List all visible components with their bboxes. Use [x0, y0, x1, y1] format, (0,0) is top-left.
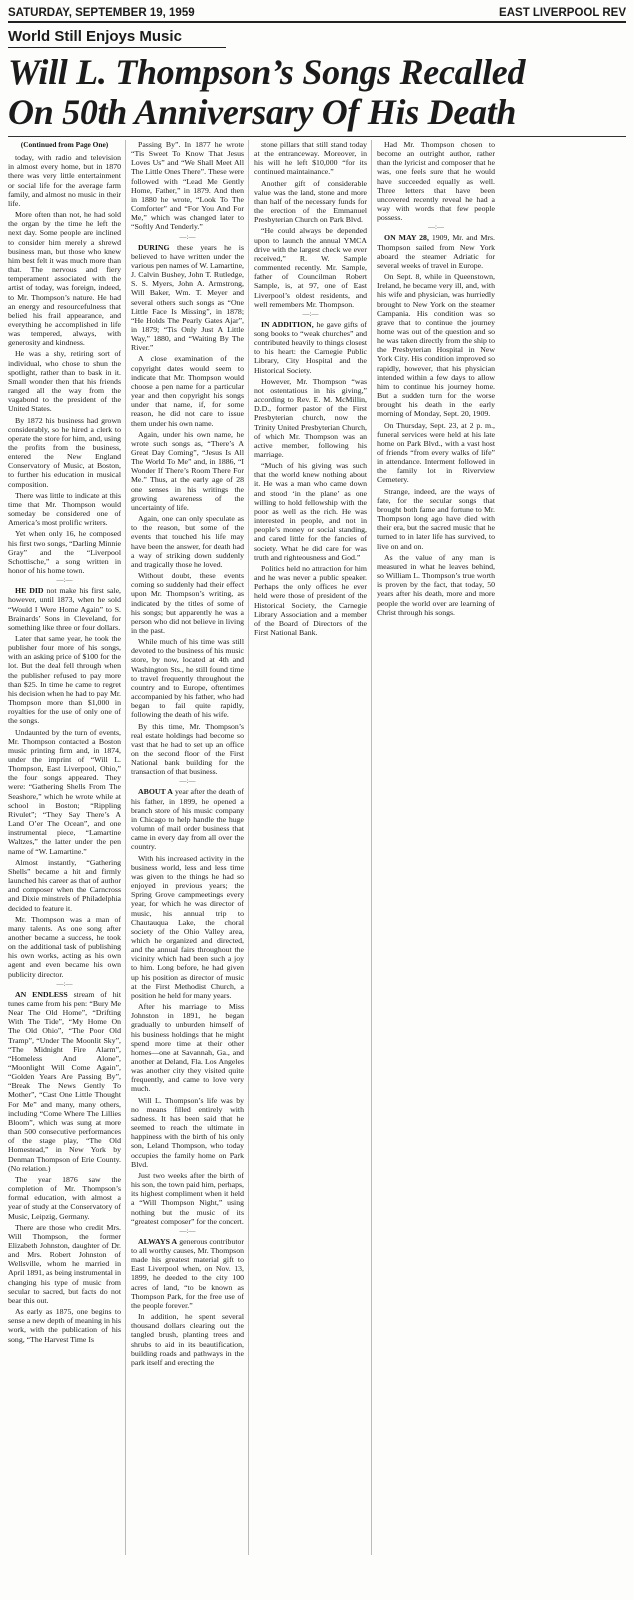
article-paragraph [8, 153, 121, 208]
paragraph-text: he gave gifts of song books to “weak churches” and contributed heavily to things closest to his heart: the Carnegie Public Library, City Hospital and the Historical Society. [254, 319, 367, 375]
paragraph-text: By this time, Mr. Thompson’s real estate holdings had become so vast that he had to set up an office on the second floor of the First National bank building for the transaction of that business. [131, 721, 244, 777]
headline-rule [8, 136, 626, 137]
paragraph-text: By 1872 his business had grown considerably, so he hired a clerk to operate the store for him, and, using the profits from the business, entered the New England Conservatory of Music, at Boston, to further his education in musical composition. [8, 415, 121, 489]
article-paragraph [254, 564, 367, 637]
paragraph-text: Yet when only 16, he composed his first two songs, “Darling Minnie Gray” and the “Liverpool Schottische,” a song written in honor of his home town. [8, 529, 121, 576]
article-paragraph [8, 349, 121, 413]
paragraph-text: However, Mr. Thompson “was not ostentatious in his giving,” according to Rev. E. M. McMillin, D.D., former pastor of the First Presbyterian church, now the Trinity United Presbyterian Church, of which Mr. Thompson was an active member, following his marriage. [254, 376, 367, 459]
paragraph-text: Almost instantly, “Gathering Shells” became a hit and firmly launched his career as that of author and composer when the Carncross and Dixie minstrels of Philadelphia decided to feature it. [8, 857, 121, 913]
paragraph-text: Just two weeks after the birth of his son, the town paid him, perhaps, its highest compliment when it held a “Will Thompson Night,” using nothing but the music of its “greatest composer” for the concert. [131, 1170, 244, 1226]
paragraph-text: Later that same year, he took the publisher four more of his songs, with an asking price of $100 for the lot. But the deal fell through when the publisher refused to pay more than $25. In time he came to regret his decision when he had to pay Mr. Thompson more than $1,000 in royalties for the use of only one of the songs. [8, 633, 121, 726]
section-separator: —:— [56, 979, 73, 988]
article-paragraph [254, 377, 367, 459]
paper-name: EAST LIVERPOOL REV [499, 7, 626, 19]
paragraph-lead-in: ON MAY 28, [384, 233, 429, 243]
paragraph-text: Again, one can only speculate as to the reason, but some of the events that touched his life may have been the answer, for death had a way of striking down suddenly and tragically those he loved. [131, 514, 244, 569]
paragraph-lead-in: HE DID [15, 586, 44, 596]
paragraph-text: (Continued from Page One) [20, 140, 109, 149]
article-paragraph [131, 787, 244, 851]
article-paragraph [131, 1171, 244, 1226]
issue-date: SATURDAY, SEPTEMBER 19, 1959 [8, 7, 195, 19]
paragraph-lead-in: DURING [138, 242, 170, 252]
paragraph-text: After his marriage to Miss Johnston in 1891, he began gradually to unburden himself of his business holdings that he might spend more time at their other homes—one at Savannah, Ga., and another at Deland, Fla. Los Angeles was another city they visited quite frequently, and came to love very much. [131, 1002, 244, 1094]
paragraph-text: generous contributor to all worthy causes, Mr. Thompson made his greatest material gift to East Liverpool when, on Nov. 13, 1899, he deeded to the city 100 acres of land, “to be known as Thompson Park, for the free use of the people forever.” [131, 1236, 244, 1310]
article-paragraph [8, 586, 121, 632]
article-paragraph [254, 179, 367, 225]
paragraph-text: As early as 1875, one begins to sense a new depth of meaning in his work, with the publication of his song, “The Harvest Time Is [8, 1307, 121, 1344]
article-paragraph [8, 915, 121, 979]
paragraph-text: stone pillars that still stand today at the entranceway. Moreover, in his will he left $10,000 “for its continued maintainance.” [254, 140, 367, 177]
headline-line-1: Will L. Thompson’s Songs Recalled [8, 52, 526, 92]
paragraph-text: stream of hit tunes came from his pen: “Bury Me Near The Old Home”, “Drifting With The Tide”, “My Home On The Old Ohio”, “The Poor Old Tramp”, “Under The Moonlit Sky”, “The Midnight Fire Alarm”, “Homeless And Alone”, “Moonlight Will Come Again”, “Golden Years Are Passing By”, “Break The News Gently To Mother”, “Cast One Little Thought For Me” and many, many others, including “Come Where The Lillies Bloom”, which was sung at more than 500 consecutive performances of the stage play, “The Old Homestead,” in New York by Denman Thompson of Erie County. (No relation.) [8, 989, 121, 1173]
article-paragraph [254, 320, 367, 375]
paragraph-text: A close examination of the copyright dates would seem to indicate that Mr. Thompson would choose a pen name for a particular year and then copyright his songs under that name, if, for some reason, he did not care to issue them under his own name. [131, 354, 244, 428]
paragraph-text: There are those who credit Mrs. Will Thompson, the former Elizabeth Johnston, daughter of Dr. and Mrs. Robert Johnston of Wellsville, whom he married in April 1891, as being instrumental in changing his type of music from secular to sacred, but facts do not bear this out. [8, 1222, 121, 1305]
paragraph-text: He was a shy, retiring sort of individual, who chose to shun the spotlight, rather than to bask in it. Small wonder then that his friends ranged all the way from the vagabond to the president of the United States. [8, 349, 121, 414]
paragraph-text: “He could always be depended upon to launch the annual YMCA drive with the largest check we ever received,” R. W. Sample commented recently. Mr. Sample, father of Councilman Robert Sample, is, at 97, one of East Liverpool’s oldest residents, and well remembers Mr. Thompson. [254, 226, 367, 309]
section-separator: —:— [56, 576, 73, 585]
dateline [8, 4, 626, 23]
kicker-headline: World Still Enjoys Music [8, 28, 226, 48]
paragraph-text: Passing By”. In 1877 he wrote “Tis Sweet To Know That Jesus Loves Us” and “We Shall Meet All The Little Ones There”. These were followed with “Lead Me Gently Home, Father,” in 1879. And then in 1880 he wrote, “Look To The Comforter” and “For You And For Me,” which was changed later to “Softly And Tenderly.” [131, 140, 244, 232]
article-paragraph [131, 1096, 244, 1169]
paragraph-text: Without doubt, these events coming so suddenly had their effect upon Mr. Thompson’s writing, as indicated by the titles of some of his songs; but apparently he was a person who did not believe in living in the past. [131, 571, 244, 635]
paragraph-text: Undaunted by the turn of events, Mr. Thompson contacted a Boston music printing firm and, in 1874, under the imprint of “Will L. Thompson, East Liverpool, Ohio,” the four songs appeared. They were: “Gathering Shells From The Seashore,” which he wrote while at school in Boston; “Rippling Rivulet”; “They Say There’s A Land O’er The Ocean”, and one instrumental piece, “Lamartine Waltzes,” the latter under the pen name of “W. Lamartine.” [8, 727, 121, 856]
article-paragraph [8, 728, 121, 856]
paragraph-text: year after the death of his father, in 1899, he opened a branch store of his music company in Chicago to help handle the huge volumn of mail order business that came in every day from all over the country. [131, 787, 244, 852]
paragraph-text: With his increased activity in the business world, less and less time was given to the things he had so enjoyed in previous years; the Spring Grove campmeetings every year, for which he was director of music, his annual trip to Chautauqua Lake, the choral society of the Ohio Valley area, which he organized and directed, and the annual fairs throughout the vicinity which had been such a joy to him. Long before, he had given up his position as director of music at the First Methodist Church, a position he held for many years. [131, 853, 244, 1000]
article-paragraph [131, 854, 244, 1001]
article-paragraph [8, 1223, 121, 1305]
article-paragraph [131, 430, 244, 512]
article-paragraph [131, 637, 244, 719]
article-paragraph [8, 529, 121, 575]
paragraph-text: these years he is believed to have written under the various pen names of W. Lamartine, J. Calvin Bushey, John T. Rutledge, S. S. Myers, John A. Armstrong, Will Baker, Wm. T. Meyer and several others such songs as “One Little Face Is Missing”, in 1878; “He Holds The Pearly Gates Ajar”, in 1879; “Tis Only Just A Little Way,” 1880, and “Waiting By The River.” [131, 242, 244, 353]
article-paragraph [8, 210, 121, 347]
paragraph-text: Politics held no attraction for him and he was never a public speaker. Perhaps the only offices he ever held were those of president of the Historical Society, the Carnegie Library Association and a member of the Board of Directors of the First National Bank. [254, 563, 367, 637]
section-separator: —:— [302, 309, 319, 318]
article-paragraph [8, 990, 121, 1173]
article-paragraph [131, 1002, 244, 1094]
paragraph-text: 1909, Mr. and Mrs. Thompson sailed from New York aboard the steamer Adriatic for several weeks of travel in Europe. [377, 233, 495, 270]
paragraph-text: There was little to indicate at this time that Mr. Thompson would someday be considered one of America’s most prolific writers. [8, 490, 121, 528]
paragraph-text: On Sept. 8, while in Queenstown, Ireland, he became very ill, and, with his wife and physician, was hurriedly brought to New York on the steamer Campania. His condition was so grave that to continue the journey home was out of the question and so he was taken directly from the ship to the Presbyterian Hospital in New York City. His condition improved so rapidly, however, that his physician intended within a few days to allow him to continue his journey home. But a sudden turn for the worse brought his death in the early morning of Monday, Sept. 20, 1909. [377, 272, 495, 419]
paragraph-text: Strange, indeed, are the ways of fate, for the secular songs that brought both fame and fortune to Mr. Thompson long ago have died with their era, but the sacred music that he turned to in later life has survived, to live on and on. [377, 486, 495, 551]
article-paragraph [131, 1312, 244, 1367]
section-separator: —:— [428, 223, 444, 232]
article-columns [8, 140, 626, 1555]
article-paragraph [8, 416, 121, 489]
paragraph-text: today, with radio and television in almost every home, but in 1870 there was very little entertainment or social life for the average farm family, and almost no music in their life. [8, 153, 121, 208]
column-4 [377, 140, 495, 1555]
article-paragraph [377, 553, 495, 617]
article-paragraph [8, 634, 121, 726]
article-paragraph [377, 272, 495, 419]
article-paragraph [131, 243, 244, 353]
article-paragraph [131, 514, 244, 569]
main-headline [8, 52, 626, 132]
paragraph-lead-in: AN ENDLESS [15, 989, 68, 999]
article-paragraph [8, 1307, 121, 1344]
article-paragraph [377, 487, 495, 551]
article-paragraph [377, 421, 495, 485]
article-paragraph [254, 140, 367, 177]
article-paragraph [377, 140, 495, 222]
paragraph-text: While much of his time was still devoted to the business of his music store, by now, located at 4th and Washington Sts., he still found time to travel frequently throughout the country and to Europe, oftentimes accompanied by his father, who had began to fail quite rapidly, following the death of his wife. [131, 637, 244, 720]
paragraph-text: Will L. Thompson’s life was by no means filled entirely with sadness. It has been said that he seemed to reach the ultimate in happiness with the birth of his only son, Leland Thompson, who today occupies the family home on Park Blvd. [131, 1095, 244, 1169]
article-paragraph [8, 858, 121, 913]
paragraph-lead-in: ABOUT A [138, 787, 173, 797]
continuation-note [8, 140, 121, 149]
paragraph-text: “Much of his giving was such that the world knew nothing about it. He was a man who came down and stood ‘in the plane’ as one willing to hold fellowship with the poor as well as the rich. He was interested in people, and not in people’s money or social standing, and cared little for the fancies of society. What he did care for was truth and righteousness and God.” [254, 461, 367, 562]
article-paragraph [131, 722, 244, 777]
paragraph-text: Had Mr. Thompson chosen to become an outright author, rather than the lyricist and composer that he was, one feels sure that he would have succeeded equally as well. Three letters that have been uncovered recently reveal he had a way with words that few people possess. [377, 140, 495, 223]
section-separator: —:— [179, 1226, 196, 1235]
paragraph-lead-in: ALWAYS A [138, 1236, 178, 1246]
article-paragraph [131, 1237, 244, 1310]
paragraph-text: In addition, he spent several thousand dollars clearing out the tangled brush, planting trees and shrubs to aid in its beautification, building roads and pathways in the park itself and erecting the [131, 1312, 244, 1367]
section-separator: —:— [179, 777, 196, 786]
article-paragraph [131, 354, 244, 427]
paragraph-text: Mr. Thompson was a man of many talents. As one song after another became a success, he took on the additional task of publishing his own works, acting as his own agent and even became his own publicity director. [8, 914, 121, 979]
paragraph-text: Again, under his own name, he wrote such songs as, “There’s A Great Day Coming”, “Jesus Is All The World To Me” and, in 1886, “I Wonder If There’s Room There For Me.” Thus, at the early age of 28 one senses in his writings the growing awareness of the uncertainty of life. [131, 429, 244, 512]
section-separator: —:— [179, 232, 196, 241]
article-paragraph [131, 140, 244, 232]
paragraph-text: not make his first sale, however, until 1873, when he sold “Would I Were Home Again” to S. Brainards’ Sons in Cleveland, for something like three or four dollars. [8, 586, 122, 632]
article-paragraph [377, 233, 495, 270]
article-paragraph [8, 491, 121, 528]
paragraph-text: On Thursday, Sept. 23, at 2 p. m., funeral services were held at his late home on Park Blvd., with a vast host of friends “from every walks of life” in attendance. Interment followed in the family lot in Riverview Cemetery. [377, 420, 495, 485]
paragraph-text: Another gift of considerable value was the land, stone and more than half of the necessary funds for the erection of the Emmanuel Presbyterian Church on Park Blvd. [254, 178, 367, 225]
article-paragraph [8, 1175, 121, 1221]
column-2 [131, 140, 249, 1555]
headline-line-2: On 50th Anniversary Of His Death [8, 92, 517, 132]
article-paragraph [254, 226, 367, 308]
paragraph-text: More often than not, he had sold the organ by the time he left the next day. Some people are inclined to consider him merely a shrewd business man, but those who knew him best felt it was much more than that. The nervous and fiery temperament associated with the artist of today, was foreign, indeed, to Mr. Thompson’s nature. He had an energy and resourcefulness that belied his frail appearance, and everything he accomplished in life was tempered, always, with generosity and kindness. [8, 210, 121, 348]
paragraph-text: The year 1876 saw the completion of Mr. Thompson’s formal education, with almost a year of study at the Conservatory of Music, Leipzig, Germany. [8, 1174, 121, 1221]
paragraph-text: As the value of any man is measured in what he leaves behind, so William L. Thompson’s true worth is proven by the fact, that today, 50 years after his death, more and more people the world over are learning of Christ through his songs. [377, 552, 495, 617]
paragraph-lead-in: IN ADDITION, [261, 319, 314, 329]
article-paragraph [131, 571, 244, 635]
column-1 [8, 140, 126, 1555]
column-3 [254, 140, 372, 1555]
article-paragraph [254, 461, 367, 562]
